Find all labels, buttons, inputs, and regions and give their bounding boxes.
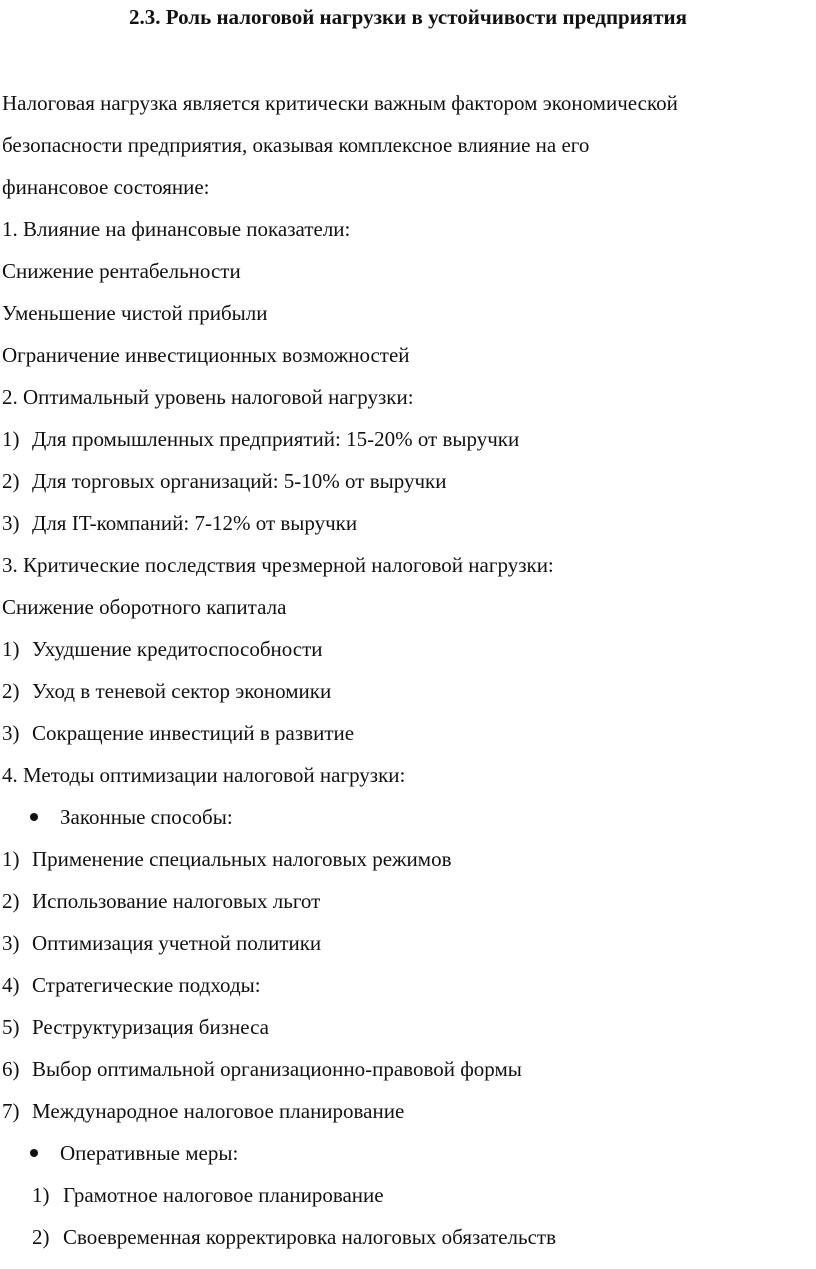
bullet-icon xyxy=(2,796,60,838)
intro-line: финансовое состояние: xyxy=(2,175,210,199)
numbered-item xyxy=(2,670,812,712)
item-text: Выбор оптимальной организационно-правовой формы xyxy=(32,1057,522,1081)
item-text: Международное налоговое планирование xyxy=(32,1099,405,1123)
numbered-item xyxy=(2,460,812,502)
numbered-subitem xyxy=(2,1174,812,1216)
item-number: 1) xyxy=(2,847,20,871)
section-heading: 4. Методы оптимизации налоговой нагрузки: xyxy=(2,763,406,787)
numbered-item xyxy=(2,880,812,922)
item-text: Своевременная корректировка налоговых обязательств xyxy=(63,1225,557,1249)
section-heading: 3. Критические последствия чрезмерной налоговой нагрузки: xyxy=(2,553,554,577)
item-number: 4) xyxy=(2,973,20,997)
numbered-item xyxy=(2,964,812,1006)
item-text: Уход в теневой сектор экономики xyxy=(32,679,332,703)
intro-line: Налоговая нагрузка является критически важным фактором экономической xyxy=(2,91,678,115)
item-text: Ухудшение кредитоспособности xyxy=(32,637,323,661)
item-text: Стратегические подходы: xyxy=(32,973,261,997)
numbered-item xyxy=(2,502,812,544)
item-number: 3) xyxy=(2,511,20,535)
item-number: 6) xyxy=(2,1057,20,1081)
item-text: Сокращение инвестиций в развитие xyxy=(32,721,355,745)
item-number: 1) xyxy=(2,637,20,661)
bullet-text: Оперативные меры: xyxy=(60,1141,239,1165)
numbered-item xyxy=(2,922,812,964)
bullet-text: Законные способы: xyxy=(60,805,233,829)
numbered-item xyxy=(2,1048,812,1090)
item-text: Оптимизация учетной политики xyxy=(32,931,322,955)
section-heading: 2. Оптимальный уровень налоговой нагрузки: xyxy=(2,385,414,409)
numbered-subitem xyxy=(2,1216,812,1258)
section-title: 2.3. Роль налоговой нагрузки в устойчивости предприятия xyxy=(129,5,687,29)
numbered-item xyxy=(2,1006,812,1048)
item-number: 3) xyxy=(2,931,20,955)
list-item: Снижение рентабельности xyxy=(2,259,241,283)
list-item: Уменьшение чистой прибыли xyxy=(2,301,268,325)
item-number: 2) xyxy=(2,889,20,913)
item-text: Для торговых организаций: 5-10% от выручки xyxy=(32,469,447,493)
numbered-item xyxy=(2,1090,812,1132)
item-number: 3) xyxy=(2,721,20,745)
numbered-item xyxy=(2,838,812,880)
numbered-item xyxy=(2,628,812,670)
bullet-icon xyxy=(2,1132,60,1174)
section-heading: 1. Влияние на финансовые показатели: xyxy=(2,217,351,241)
numbered-item xyxy=(2,712,812,754)
list-item: Ограничение инвестиционных возможностей xyxy=(2,343,410,367)
item-number: 7) xyxy=(2,1099,20,1123)
item-text: Применение специальных налоговых режимов xyxy=(32,847,452,871)
item-number: 1) xyxy=(32,1183,50,1207)
item-number: 2) xyxy=(2,469,20,493)
intro-line: безопасности предприятия, оказывая комплексное влияние на его xyxy=(2,133,590,157)
item-text: Использование налоговых льгот xyxy=(32,889,321,913)
numbered-item xyxy=(2,418,812,460)
item-text: Для IT-компаний: 7-12% от выручки xyxy=(32,511,358,535)
item-number: 2) xyxy=(2,679,20,703)
bullet-item xyxy=(2,1132,812,1174)
item-number: 2) xyxy=(32,1225,50,1249)
item-text: Для промышленных предприятий: 15-20% от выручки xyxy=(32,427,520,451)
list-item: Снижение оборотного капитала xyxy=(2,595,287,619)
item-text: Реструктуризация бизнеса xyxy=(32,1015,269,1039)
item-number: 5) xyxy=(2,1015,20,1039)
item-number: 1) xyxy=(2,427,20,451)
item-text: Грамотное налоговое планирование xyxy=(63,1183,384,1207)
document-body xyxy=(2,82,812,1258)
bullet-item xyxy=(2,796,812,838)
